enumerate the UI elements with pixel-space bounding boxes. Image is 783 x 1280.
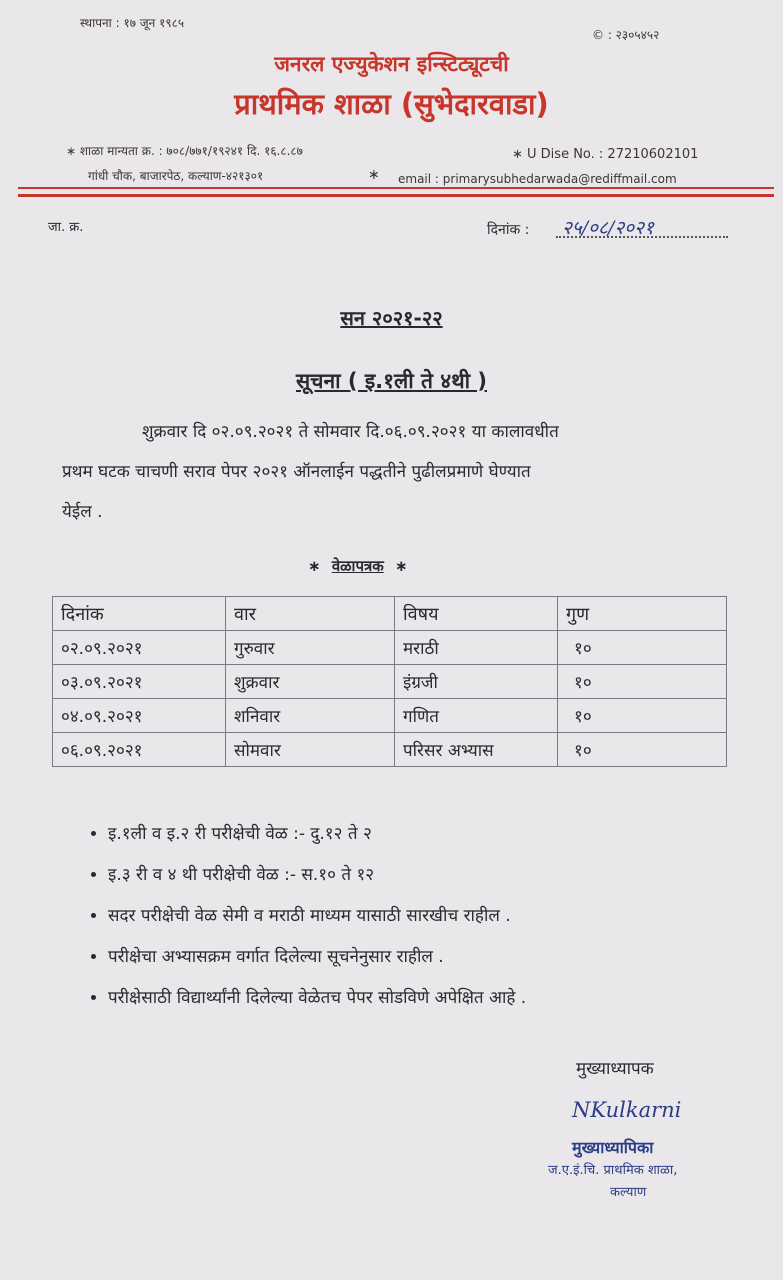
- reference-label: जा. क्र.: [48, 220, 84, 235]
- timetable-heading-label: वेळापत्रक: [331, 557, 384, 575]
- school-address: गांधी चौक, बाजारपेठ, कल्याण-४२१३०१: [88, 169, 264, 183]
- table-row: [53, 631, 727, 665]
- cell-day: शनिवार: [226, 699, 395, 733]
- date-label: दिनांक :: [487, 222, 530, 238]
- cell-subject: मराठी: [395, 631, 558, 665]
- star-icon: ∗: [308, 557, 321, 575]
- stamp-title: मुख्याध्यापिका: [572, 1138, 654, 1157]
- cell-date: ०६.०९.२०२१: [53, 733, 226, 767]
- cell-marks: १०: [558, 699, 727, 733]
- notice-body-line-1: शुक्रवार दि ०२.०९.२०२१ ते सोमवार दि.०६.०९.२०२१ या कालावधीत: [142, 422, 559, 442]
- notice-body-line-3: येईल .: [62, 502, 103, 522]
- cell-subject: परिसर अभ्यास: [395, 733, 558, 767]
- table-row: [53, 665, 727, 699]
- list-item: • परीक्षेसाठी विद्यार्थ्यांनी दिलेल्या वेळेतच पेपर सोडविणे अपेक्षित आहे .: [108, 984, 783, 1025]
- cell-date: ०३.०९.२०२१: [53, 665, 226, 699]
- timetable-heading: [308, 556, 408, 576]
- notice-body-line-2: प्रथम घटक चाचणी सराव पेपर २०२१ ऑनलाईन पद्धतीने पुढीलप्रमाणे घेण्यात: [62, 462, 531, 482]
- list-item: • सदर परीक्षेची वेळ सेमी व मराठी माध्यम यासाठी सारखीच राहील .: [108, 902, 783, 943]
- cell-date: ०२.०९.२०२१: [53, 631, 226, 665]
- cell-marks: १०: [558, 733, 727, 767]
- timetable: [52, 596, 727, 767]
- notice-body: [62, 412, 732, 532]
- date-dotted-line: [556, 236, 728, 238]
- header-rule-bottom: [18, 194, 774, 197]
- table-row: [53, 699, 727, 733]
- handwritten-signature: NKulkarni: [572, 1098, 682, 1122]
- school-email: email : primarysubhedarwada@rediffmail.com: [398, 172, 677, 186]
- list-item: • इ.३ री व ४ थी परीक्षेची वेळ :- स.१० ते १२: [108, 861, 783, 902]
- notes-list: [86, 820, 783, 1025]
- cell-marks: १०: [558, 665, 727, 699]
- established-date: स्थापना : १७ जून १९८५: [80, 16, 185, 30]
- cell-date: ०४.०९.२०२१: [53, 699, 226, 733]
- recognition-number: ∗ शाळा मान्यता क्र. : ७०८/७७१/१९२४१ दि. १६.८.८७: [66, 144, 303, 158]
- column-header-date: दिनांक: [53, 597, 226, 631]
- handwritten-date: २५/०८/२०२१: [562, 217, 654, 239]
- cell-subject: गणित: [395, 699, 558, 733]
- cell-day: सोमवार: [226, 733, 395, 767]
- school-name: प्राथमिक शाळा (सुभेदारवाडा): [234, 87, 549, 121]
- star-icon: ∗: [395, 557, 408, 575]
- udise-number: ∗ U Dise No. : 27210602101: [512, 147, 699, 162]
- address-separator: ∗: [368, 167, 380, 183]
- stamp-city: कल्याण: [610, 1185, 647, 1200]
- list-item: • इ.१ली व इ.२ री परीक्षेची वेळ :- दु.१२ ते २: [108, 820, 783, 861]
- column-header-subject: विषय: [395, 597, 558, 631]
- header-rule-top: [18, 187, 774, 189]
- cell-marks: १०: [558, 631, 727, 665]
- phone-number: © : २३०५४५२: [592, 28, 660, 42]
- cell-day: गुरुवार: [226, 631, 395, 665]
- organization-name: जनरल एज्युकेशन इन्स्टिट्यूटची: [274, 52, 509, 76]
- notice-title: सूचना ( इ.१ली ते ४थी ): [295, 369, 487, 393]
- cell-subject: इंग्रजी: [395, 665, 558, 699]
- list-item: • परीक्षेचा अभ्यासक्रम वर्गात दिलेल्या सूचनेनुसार राहील .: [108, 943, 783, 984]
- headmaster-designation: मुख्याध्यापक: [576, 1059, 654, 1079]
- academic-year-title: सन २०२१-२२: [340, 306, 443, 330]
- table-row: [53, 733, 727, 767]
- stamp-school: ज.ए.इं.चि. प्राथमिक शाळा,: [548, 1163, 678, 1178]
- column-header-day: वार: [226, 597, 395, 631]
- column-header-marks: गुण: [558, 597, 727, 631]
- cell-day: शुक्रवार: [226, 665, 395, 699]
- table-header-row: [53, 597, 727, 631]
